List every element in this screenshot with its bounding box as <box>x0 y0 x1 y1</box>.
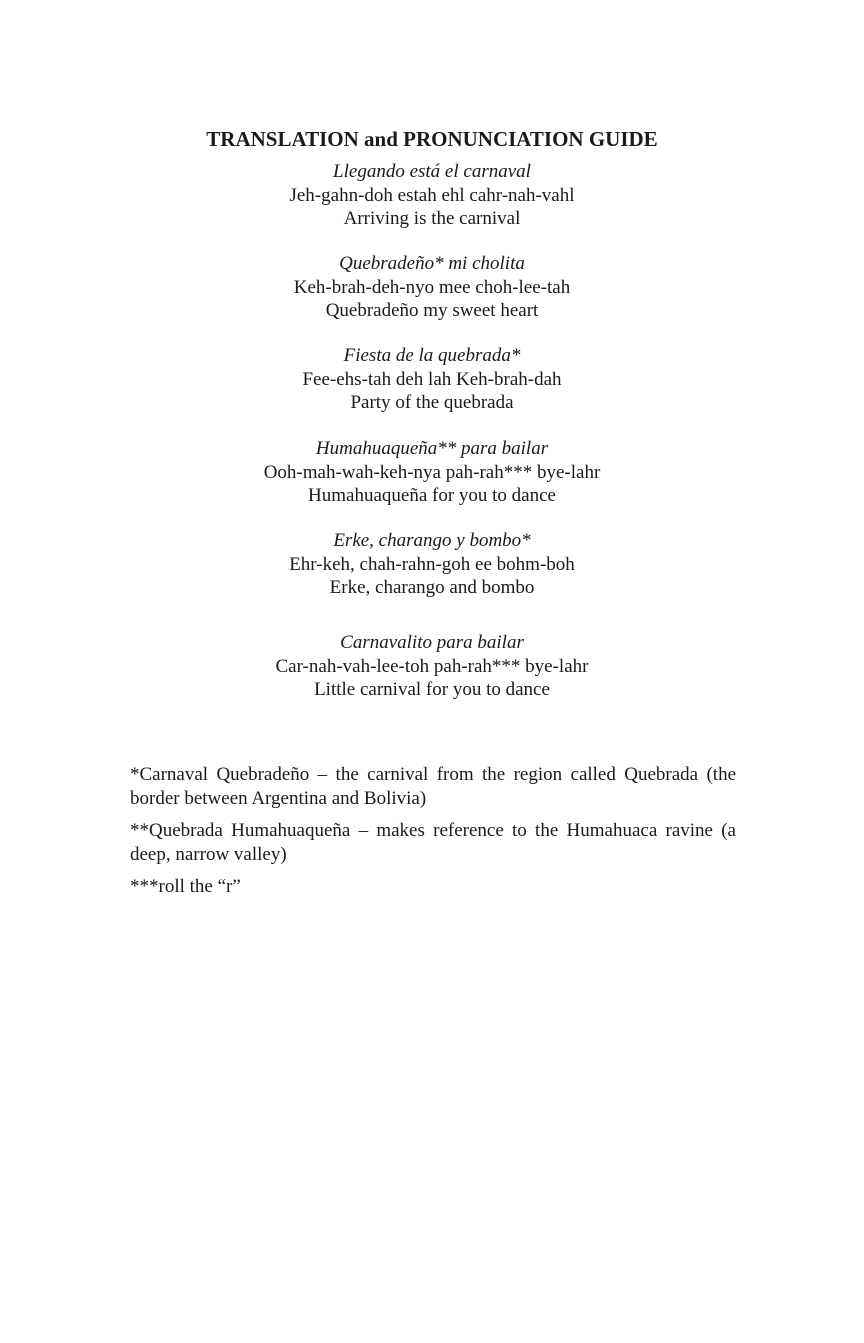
spanish-line: Fiesta de la quebrada* <box>343 345 521 366</box>
stanza-1 <box>0 160 864 231</box>
english-line: Erke, charango and bombo <box>329 577 535 598</box>
pronunciation-line: Jeh-gahn-doh estah ehl cahr-nah-vahl <box>289 184 575 206</box>
english-line: Party of the quebrada <box>350 392 514 413</box>
english-line: Arriving is the carnival <box>343 208 521 229</box>
english-line: Little carnival for you to dance <box>314 679 550 700</box>
page-title: TRANSLATION and PRONUNCIATION GUIDE <box>206 127 658 151</box>
spanish-line: Llegando está el carnaval <box>333 161 531 182</box>
pronunciation-line: Fee-ehs-tah deh lah Keh-brah-dah <box>302 368 562 390</box>
footnote-3: ***roll the “r” <box>130 876 241 897</box>
pronunciation-line: Ooh-mah-wah-keh-nya pah-rah*** bye-lahr <box>263 461 601 483</box>
footnote-2: **Quebrada Humahuaqueña – makes reference to the Humahuaca ravine (a deep, narrow valley) <box>130 820 736 865</box>
pronunciation-line: Car-nah-vah-lee-toh pah-rah*** bye-lahr <box>275 655 589 677</box>
spanish-line: Humahuaqueña** para bailar <box>315 438 549 459</box>
pronunciation-line: Keh-brah-deh-nyo mee choh-lee-tah <box>293 276 571 298</box>
footnotes <box>130 763 736 907</box>
spanish-line: Quebradeño* mi cholita <box>339 253 525 274</box>
stanza-2 <box>0 252 864 323</box>
english-line: Quebradeño my sweet heart <box>325 300 539 321</box>
stanza-4 <box>0 437 864 508</box>
spanish-line: Carnavalito para bailar <box>340 632 524 653</box>
pronunciation-line: Ehr-keh, chah-rahn-goh ee bohm-boh <box>289 553 575 575</box>
spanish-line: Erke, charango y bombo* <box>333 530 531 551</box>
stanza-5 <box>0 529 864 600</box>
stanza-3 <box>0 344 864 415</box>
stanza-6 <box>0 631 864 702</box>
english-line: Humahuaqueña for you to dance <box>308 485 556 506</box>
footnote-1: *Carnaval Quebradeño – the carnival from the region called Quebrada (the border between Argentina and Bolivia) <box>130 764 736 809</box>
